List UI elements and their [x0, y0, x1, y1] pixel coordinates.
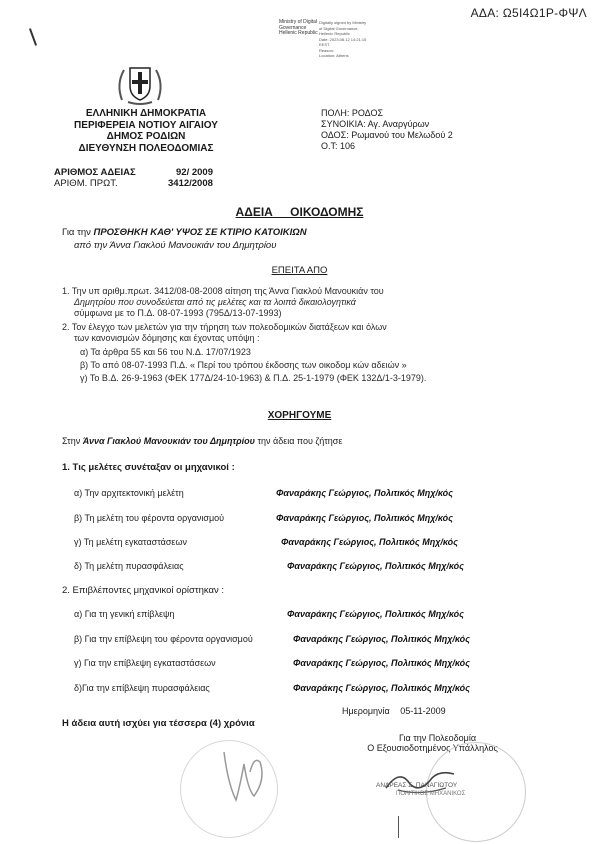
stamp-role: ΠΟΛΙΤΙΚΟΣ ΜΗΧΑΝΙΚΟΣ — [396, 791, 466, 797]
signatory-block — [0, 733, 599, 753]
study-engineer: Φαναράκης Γεώργιος, Πολιτικός Μηχ/κός — [276, 513, 453, 523]
after-item: β) Το από 08-07-1993 Π.Δ. « Περί του τρόπου έκδοσης των οικοδομ κών αδειών » — [80, 360, 407, 370]
stamp-name: ΑΝΔΡΕΑΣ Σ. ΠΑΝΑΓΙΩΤΟΥ — [376, 782, 458, 789]
permit-number-value: 92/ 2009 — [176, 167, 213, 178]
supervision-label: δ)Για την επίβλεψη πυρασφάλειας — [74, 683, 210, 693]
after-item: 1. Την υπ αριθμ.πρωτ. 3412/08-08-2008 αίτηση της Άννα Γιακλού Μανουκιάν του — [62, 286, 384, 296]
authority-line: ΠΕΡΙΦΕΡΕΙΑ ΝΟΤΙΟΥ ΑΙΓΑΙΟΥ — [74, 119, 218, 131]
stamp-line: Ministry of Digital — [279, 19, 318, 25]
purpose-text: ΠΡΟΣΘΗΚΗ ΚΑΘ' ΥΨΟΣ ΣΕ ΚΤΙΡΙΟ ΚΑΤΟΙΚΙΩΝ — [93, 227, 307, 238]
signatory-line1: Για την Πολεοδομία — [398, 733, 477, 743]
supervision-engineer: Φαναράκης Γεώργιος, Πολιτικός Μηχ/κός — [293, 658, 470, 668]
location-block — [321, 108, 453, 152]
stamp-detail: Location: Athens — [319, 53, 349, 58]
studies-heading: 1. Τις μελέτες συνέταξαν οι μηχανικοί : — [62, 462, 235, 473]
location-street: ΟΔΟΣ: Ρωμανού του Μελωδού 2 — [321, 130, 453, 140]
supervision-label: α) Για τη γενική επίβλεψη — [74, 609, 175, 619]
location-city: ΠΟΛΗ: ΡΟΔΟΣ — [321, 108, 384, 118]
purpose-prefix: Για την — [62, 227, 91, 238]
study-engineer: Φαναράκης Γεώργιος, Πολιτικός Μηχ/κός — [287, 561, 464, 571]
after-item: Δημητρίου που συνοδεύεται από τις μελέτες και τα λοιπά δικαιολογητικά — [74, 297, 356, 307]
grant-name: Άννα Γιακλού Μανουκιάν του Δημητρίου — [82, 436, 255, 446]
stamp-detail: Reason: — [319, 47, 334, 53]
study-engineer: Φαναράκης Γεώργιος, Πολιτικός Μηχ/κός — [281, 537, 458, 547]
signatory-line2: Ο Εξουσιοδοτημένος Υπάλληλος — [367, 743, 498, 753]
purpose-line — [62, 227, 307, 238]
purpose-owner: από την Άννα Γιακλού Μανουκιάν του Δημητρίου — [74, 240, 277, 251]
validity-statement: Η άδεια αυτή ισχύει για τέσσερα (4) χρόνια — [62, 718, 255, 729]
study-label: δ) Τη μελέτη πυρασφάλειας — [74, 561, 184, 571]
after-item: σύμφωνα με το Π.Δ. 08-07-1993 (795Δ/13-07-1993) — [74, 308, 282, 318]
study-engineer: Φαναράκης Γεώργιος, Πολιτικός Μηχ/κός — [276, 488, 453, 498]
stamp-detail: Digitally signed by Ministry — [319, 20, 367, 25]
protocol-number-value: 3412/2008 — [168, 178, 213, 189]
stamp-line: Hellenic Republic — [279, 30, 318, 36]
supervision-heading: 2. Επιβλέποντες μηχανικοί ορίστηκαν : — [62, 585, 225, 596]
grant-text — [62, 436, 342, 446]
date-label: Ημερομηνία — [342, 706, 390, 716]
after-item: των κανονισμών δόμησης και έχοντας υπόψη : — [74, 333, 260, 343]
after-item: 2. Τον έλεγχο των μελετών για την τήρηση των πολεοδομικών διατάξεων και όλων — [62, 322, 387, 332]
authority-line: ΕΛΛΗΝΙΚΗ ΔΗΜΟΚΡΑΤΙΑ — [85, 108, 207, 119]
supervision-label: β) Για την επίβλεψη του φέροντα οργανισμού — [74, 634, 253, 644]
study-label: β) Τη μελέτη του φέροντα οργανισμού — [74, 513, 225, 523]
handwritten-signature — [214, 744, 274, 806]
issue-date — [342, 706, 446, 716]
digital-signature-stamp — [279, 20, 318, 37]
supervision-engineer: Φαναράκης Γεώργιος, Πολιτικός Μηχ/κός — [293, 634, 470, 644]
after-item: γ) Το Β.Δ. 26-9-1963 (ΦΕΚ 177Δ/24-10-1963) & Π.Δ. 25-1-1979 (ΦΕΚ 132Δ/1-3-1979). — [80, 373, 427, 383]
supervision-engineer: Φαναράκης Γεώργιος, Πολιτικός Μηχ/κός — [293, 683, 470, 693]
greek-coat-of-arms-icon — [114, 60, 166, 106]
stamp-detail: Hellenic Republic — [319, 31, 350, 36]
date-value: 05-11-2009 — [400, 706, 446, 716]
stamp-detail: of Digital Governance, — [319, 25, 359, 31]
grant-prefix: Στην — [62, 436, 81, 446]
permit-number-label: ΑΡΙΘΜΟΣ ΑΔΕΙΑΣ — [54, 167, 136, 178]
document-title: ΑΔΕΙΑ ΟΙΚΟΔΟΜΗΣ — [235, 205, 364, 219]
stamp-detail: EEST — [319, 42, 330, 47]
stamp-detail: Date: 2023.08.12 14:21:15 — [319, 36, 367, 42]
supervision-engineer: Φαναράκης Γεώργιος, Πολιτικός Μηχ/κός — [287, 609, 464, 619]
study-label: α) Την αρχιτεκτονική μελέτη — [74, 488, 184, 498]
authority-header — [54, 108, 238, 154]
supervision-label: γ) Για την επίβλεψη εγκαταστάσεων — [74, 658, 216, 668]
authority-line: ΔΗΜΟΣ ΡΟΔΙΩΝ — [106, 131, 186, 142]
location-block-number: Ο.Τ: 106 — [321, 141, 356, 151]
scan-mark — [29, 28, 37, 46]
after-heading: ΕΠΕΙΤΑ ΑΠΟ — [271, 265, 328, 276]
page-bottom-mark — [398, 816, 399, 838]
location-area: ΣΥΝΟΙΚΙΑ: Αγ. Αναργύρων — [321, 119, 430, 129]
authority-line: ΔΙΕΥΘΥΝΣΗ ΠΟΛΕΟΔΟΜΙΑΣ — [78, 142, 214, 154]
after-item: α) Τα άρθρα 55 και 56 του Ν.Δ. 17/07/1923 — [80, 347, 251, 357]
protocol-number-label: ΑΡΙΘΜ. ΠΡΩΤ. — [54, 178, 118, 189]
grant-heading: ΧΟΡΗΓΟΥΜΕ — [267, 410, 332, 421]
stamp-line: Governance — [279, 24, 307, 31]
study-label: γ) Τη μελέτη εγκαταστάσεων — [74, 537, 187, 547]
ada-code: ΑΔΑ: Ω5Ι4Ω1Ρ-ΦΨΛ — [470, 6, 587, 20]
grant-suffix: την άδεια που ζήτησε — [257, 436, 343, 446]
digital-signature-details — [319, 20, 366, 59]
